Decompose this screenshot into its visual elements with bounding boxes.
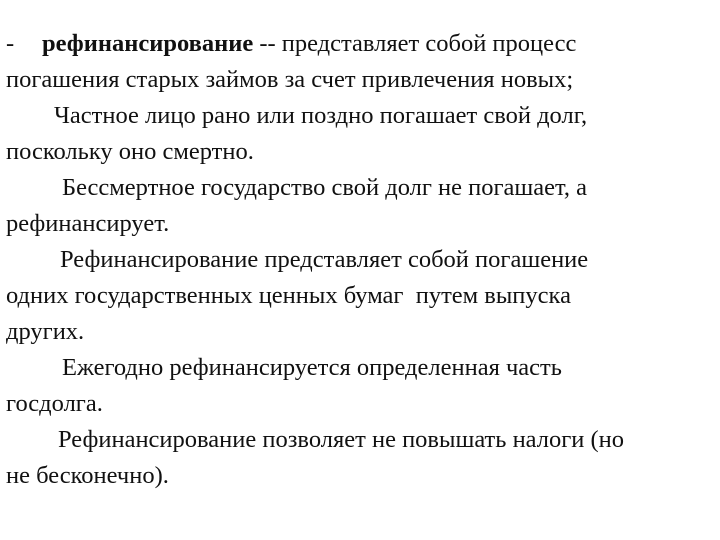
slide-body: [6, 26, 710, 494]
term-refinancing: рефинансирование: [42, 30, 254, 57]
paragraph-securities-line-2: одних государственных ценных бумаг путем выпуска: [6, 282, 571, 309]
paragraph-taxes-line-1: Рефинансирование позволяет не повышать налоги (но: [58, 426, 625, 453]
paragraph-taxes-line-2: не бесконечно).: [6, 462, 169, 489]
list-dash: -: [6, 30, 15, 57]
paragraph-private-debt-line-1: Частное лицо рано или поздно погашает свой долг,: [54, 102, 588, 129]
paragraph-securities-line-1: Рефинансирование представляет собой погашение: [60, 246, 589, 273]
definition-text: -- представляет собой процесс: [253, 30, 577, 57]
paragraph-annual-line-1: Ежегодно рефинансируется определенная часть: [62, 354, 562, 381]
paragraph-state-debt-line-2: рефинансирует.: [6, 210, 170, 237]
paragraph-definition-line-2: погашения старых займов за счет привлечения новых;: [6, 66, 574, 93]
paragraph-securities-line-3: других.: [6, 318, 85, 345]
paragraph-annual-line-2: госдолга.: [6, 390, 103, 417]
paragraph-state-debt-line-1: Бессмертное государство свой долг не погашает, а: [62, 174, 588, 201]
paragraph-private-debt-line-2: поскольку оно смертно.: [6, 138, 254, 165]
paragraph-definition-line-1: [6, 26, 710, 62]
